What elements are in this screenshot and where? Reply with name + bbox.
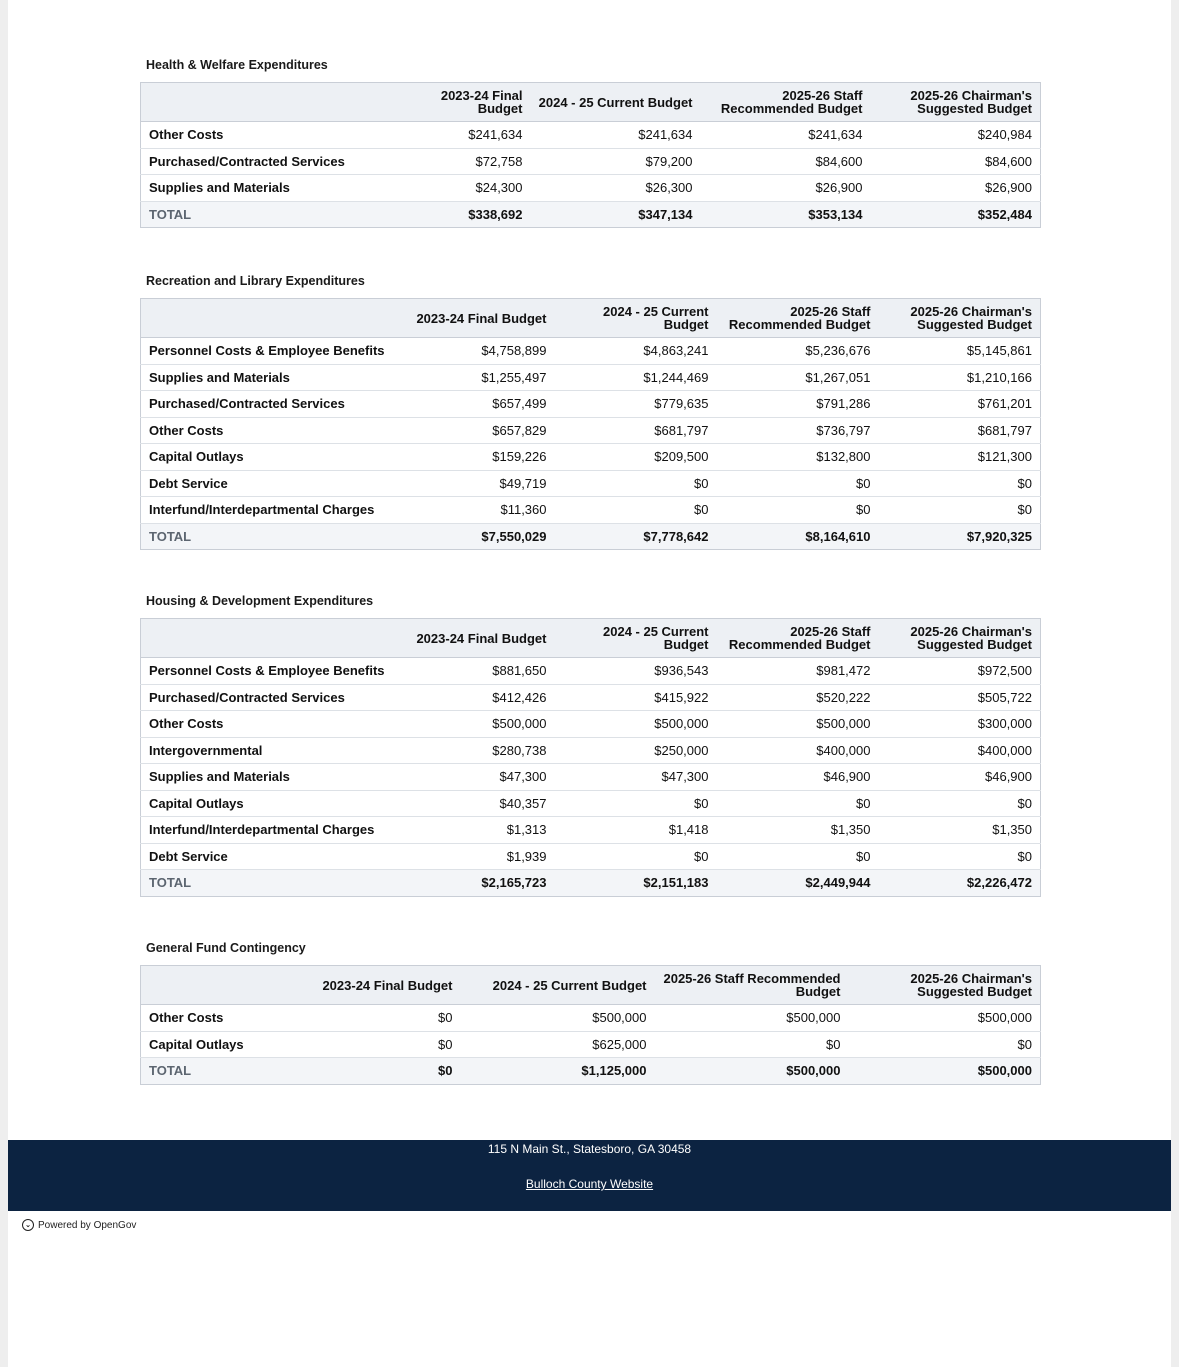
total-value: $7,920,325 bbox=[879, 523, 1041, 550]
table-row bbox=[141, 470, 1041, 497]
value-cell: $250,000 bbox=[555, 737, 717, 764]
value-cell: $625,000 bbox=[461, 1031, 655, 1058]
value-cell: $412,426 bbox=[401, 684, 555, 711]
value-cell: $4,863,241 bbox=[555, 338, 717, 365]
value-cell: $0 bbox=[555, 790, 717, 817]
value-cell: $791,286 bbox=[717, 391, 879, 418]
value-cell: $1,267,051 bbox=[717, 364, 879, 391]
row-label: Capital Outlays bbox=[141, 444, 401, 471]
header-row bbox=[141, 966, 1041, 1005]
value-cell: $0 bbox=[879, 470, 1041, 497]
value-cell: $0 bbox=[717, 497, 879, 524]
header-row bbox=[141, 299, 1041, 338]
row-label: Supplies and Materials bbox=[141, 764, 401, 791]
footer-address: 115 N Main St., Statesboro, GA 30458 bbox=[487, 1142, 692, 1156]
row-label: Supplies and Materials bbox=[141, 364, 401, 391]
county-website-link[interactable]: Bulloch County Website bbox=[525, 1177, 654, 1191]
value-cell: $0 bbox=[879, 497, 1041, 524]
column-header: 2025-26 Staff Recommended Budget bbox=[655, 966, 849, 1005]
total-value: $2,226,472 bbox=[879, 870, 1041, 897]
column-header: 2025-26 Staff Recommended Budget bbox=[717, 299, 879, 338]
total-value: $352,484 bbox=[871, 201, 1041, 228]
value-cell: $415,922 bbox=[555, 684, 717, 711]
value-cell: $241,634 bbox=[385, 122, 531, 149]
value-cell: $0 bbox=[717, 470, 879, 497]
column-header: 2025-26 Chairman's Suggested Budget bbox=[871, 83, 1041, 122]
column-header: 2024 - 25 Current Budget bbox=[555, 299, 717, 338]
total-label: TOTAL bbox=[141, 523, 401, 550]
value-cell: $0 bbox=[555, 470, 717, 497]
value-cell: $981,472 bbox=[717, 658, 879, 685]
table-row bbox=[141, 1031, 1041, 1058]
value-cell: $1,255,497 bbox=[401, 364, 555, 391]
value-cell: $520,222 bbox=[717, 684, 879, 711]
value-cell: $1,244,469 bbox=[555, 364, 717, 391]
total-row bbox=[141, 523, 1041, 550]
row-label: Supplies and Materials bbox=[141, 175, 385, 202]
powered-by[interactable] bbox=[22, 1219, 136, 1231]
column-header: 2024 - 25 Current Budget bbox=[555, 619, 717, 658]
column-header: 2023-24 Final Budget bbox=[301, 966, 461, 1005]
section-title: Health & Welfare Expenditures bbox=[146, 58, 328, 72]
header-row bbox=[141, 619, 1041, 658]
value-cell: $280,738 bbox=[401, 737, 555, 764]
row-label: Interfund/Interdepartmental Charges bbox=[141, 817, 401, 844]
value-cell: $0 bbox=[301, 1005, 461, 1032]
total-value: $500,000 bbox=[655, 1058, 849, 1085]
value-cell: $779,635 bbox=[555, 391, 717, 418]
total-value: $7,778,642 bbox=[555, 523, 717, 550]
column-header: 2025-26 Chairman's Suggested Budget bbox=[879, 619, 1041, 658]
value-cell: $1,418 bbox=[555, 817, 717, 844]
total-value: $347,134 bbox=[531, 201, 701, 228]
table-row bbox=[141, 122, 1041, 149]
table-row bbox=[141, 444, 1041, 471]
value-cell: $500,000 bbox=[555, 711, 717, 738]
column-header: 2023-24 Final Budget bbox=[401, 299, 555, 338]
column-header: 2025-26 Staff Recommended Budget bbox=[717, 619, 879, 658]
total-value: $2,151,183 bbox=[555, 870, 717, 897]
value-cell: $84,600 bbox=[871, 148, 1041, 175]
value-cell: $1,210,166 bbox=[879, 364, 1041, 391]
table-row bbox=[141, 684, 1041, 711]
value-cell: $46,900 bbox=[717, 764, 879, 791]
total-value: $2,165,723 bbox=[401, 870, 555, 897]
value-cell: $657,499 bbox=[401, 391, 555, 418]
row-label: Intergovernmental bbox=[141, 737, 401, 764]
value-cell: $761,201 bbox=[879, 391, 1041, 418]
value-cell: $4,758,899 bbox=[401, 338, 555, 365]
row-label: Personnel Costs & Employee Benefits bbox=[141, 338, 401, 365]
value-cell: $0 bbox=[555, 843, 717, 870]
value-cell: $26,900 bbox=[701, 175, 871, 202]
table-row bbox=[141, 175, 1041, 202]
budget-table bbox=[140, 298, 1041, 550]
section-health-welfare bbox=[140, 58, 1040, 228]
section-title: General Fund Contingency bbox=[146, 941, 306, 955]
table-row bbox=[141, 843, 1041, 870]
total-row bbox=[141, 870, 1041, 897]
row-label: Purchased/Contracted Services bbox=[141, 148, 385, 175]
section-title: Recreation and Library Expenditures bbox=[146, 274, 365, 288]
table-row bbox=[141, 711, 1041, 738]
table-row bbox=[141, 737, 1041, 764]
row-label: Interfund/Interdepartmental Charges bbox=[141, 497, 401, 524]
value-cell: $1,313 bbox=[401, 817, 555, 844]
value-cell: $681,797 bbox=[555, 417, 717, 444]
value-cell: $47,300 bbox=[401, 764, 555, 791]
value-cell: $24,300 bbox=[385, 175, 531, 202]
value-cell: $0 bbox=[301, 1031, 461, 1058]
value-cell: $936,543 bbox=[555, 658, 717, 685]
table-row bbox=[141, 1005, 1041, 1032]
total-value: $353,134 bbox=[701, 201, 871, 228]
total-label: TOTAL bbox=[141, 201, 385, 228]
column-header: 2024 - 25 Current Budget bbox=[531, 83, 701, 122]
column-header: 2025-26 Staff Recommended Budget bbox=[701, 83, 871, 122]
row-label: Other Costs bbox=[141, 711, 401, 738]
budget-table bbox=[140, 965, 1041, 1085]
value-cell: $0 bbox=[717, 790, 879, 817]
row-label: Personnel Costs & Employee Benefits bbox=[141, 658, 401, 685]
header-blank-cell bbox=[141, 83, 385, 122]
value-cell: $1,350 bbox=[879, 817, 1041, 844]
table-row bbox=[141, 790, 1041, 817]
value-cell: $681,797 bbox=[879, 417, 1041, 444]
row-label: Debt Service bbox=[141, 470, 401, 497]
value-cell: $241,634 bbox=[701, 122, 871, 149]
column-header: 2025-26 Chairman's Suggested Budget bbox=[849, 966, 1041, 1005]
table-row bbox=[141, 148, 1041, 175]
value-cell: $1,939 bbox=[401, 843, 555, 870]
total-value: $338,692 bbox=[385, 201, 531, 228]
value-cell: $400,000 bbox=[879, 737, 1041, 764]
value-cell: $47,300 bbox=[555, 764, 717, 791]
section-housing-development bbox=[140, 594, 1040, 897]
value-cell: $500,000 bbox=[849, 1005, 1041, 1032]
row-label: Other Costs bbox=[141, 1005, 301, 1032]
section-general-fund-contingency bbox=[140, 941, 1040, 1085]
total-value: $2,449,944 bbox=[717, 870, 879, 897]
value-cell: $657,829 bbox=[401, 417, 555, 444]
row-label: Other Costs bbox=[141, 417, 401, 444]
table-row bbox=[141, 338, 1041, 365]
total-value: $1,125,000 bbox=[461, 1058, 655, 1085]
value-cell: $0 bbox=[555, 497, 717, 524]
value-cell: $40,357 bbox=[401, 790, 555, 817]
table-row bbox=[141, 417, 1041, 444]
table-row bbox=[141, 817, 1041, 844]
value-cell: $505,722 bbox=[879, 684, 1041, 711]
header-row bbox=[141, 83, 1041, 122]
value-cell: $79,200 bbox=[531, 148, 701, 175]
value-cell: $500,000 bbox=[655, 1005, 849, 1032]
total-value: $0 bbox=[301, 1058, 461, 1085]
row-label: Debt Service bbox=[141, 843, 401, 870]
table-row bbox=[141, 391, 1041, 418]
row-label: Purchased/Contracted Services bbox=[141, 684, 401, 711]
table-row bbox=[141, 764, 1041, 791]
total-label: TOTAL bbox=[141, 1058, 301, 1085]
section-recreation-library bbox=[140, 274, 1040, 550]
value-cell: $0 bbox=[879, 790, 1041, 817]
total-label: TOTAL bbox=[141, 870, 401, 897]
section-title: Housing & Development Expenditures bbox=[146, 594, 374, 608]
site-footer bbox=[8, 1140, 1171, 1211]
value-cell: $5,145,861 bbox=[879, 338, 1041, 365]
value-cell: $881,650 bbox=[401, 658, 555, 685]
value-cell: $72,758 bbox=[385, 148, 531, 175]
total-row bbox=[141, 201, 1041, 228]
opengov-logo-icon: ⌄ bbox=[22, 1219, 34, 1231]
header-blank-cell bbox=[141, 299, 401, 338]
value-cell: $159,226 bbox=[401, 444, 555, 471]
value-cell: $0 bbox=[655, 1031, 849, 1058]
value-cell: $5,236,676 bbox=[717, 338, 879, 365]
row-label: Other Costs bbox=[141, 122, 385, 149]
header-blank-cell bbox=[141, 619, 401, 658]
value-cell: $11,360 bbox=[401, 497, 555, 524]
row-label: Purchased/Contracted Services bbox=[141, 391, 401, 418]
value-cell: $26,900 bbox=[871, 175, 1041, 202]
value-cell: $26,300 bbox=[531, 175, 701, 202]
value-cell: $1,350 bbox=[717, 817, 879, 844]
column-header: 2023-24 Final Budget bbox=[385, 83, 531, 122]
table-row bbox=[141, 497, 1041, 524]
value-cell: $972,500 bbox=[879, 658, 1041, 685]
value-cell: $500,000 bbox=[401, 711, 555, 738]
row-label: Capital Outlays bbox=[141, 790, 401, 817]
value-cell: $209,500 bbox=[555, 444, 717, 471]
row-label: Capital Outlays bbox=[141, 1031, 301, 1058]
powered-by-label: Powered by OpenGov bbox=[38, 1219, 137, 1231]
value-cell: $240,984 bbox=[871, 122, 1041, 149]
value-cell: $49,719 bbox=[401, 470, 555, 497]
header-blank-cell bbox=[141, 966, 301, 1005]
total-row bbox=[141, 1058, 1041, 1085]
column-header: 2023-24 Final Budget bbox=[401, 619, 555, 658]
value-cell: $736,797 bbox=[717, 417, 879, 444]
table-row bbox=[141, 364, 1041, 391]
value-cell: $400,000 bbox=[717, 737, 879, 764]
report-page bbox=[8, 0, 1171, 1367]
budget-table bbox=[140, 82, 1041, 228]
value-cell: $0 bbox=[879, 843, 1041, 870]
value-cell: $500,000 bbox=[461, 1005, 655, 1032]
table-row bbox=[141, 658, 1041, 685]
budget-table bbox=[140, 618, 1041, 897]
value-cell: $241,634 bbox=[531, 122, 701, 149]
column-header: 2025-26 Chairman's Suggested Budget bbox=[879, 299, 1041, 338]
value-cell: $0 bbox=[849, 1031, 1041, 1058]
value-cell: $132,800 bbox=[717, 444, 879, 471]
value-cell: $0 bbox=[717, 843, 879, 870]
value-cell: $46,900 bbox=[879, 764, 1041, 791]
total-value: $500,000 bbox=[849, 1058, 1041, 1085]
value-cell: $500,000 bbox=[717, 711, 879, 738]
column-header: 2024 - 25 Current Budget bbox=[461, 966, 655, 1005]
value-cell: $121,300 bbox=[879, 444, 1041, 471]
total-value: $8,164,610 bbox=[717, 523, 879, 550]
value-cell: $84,600 bbox=[701, 148, 871, 175]
total-value: $7,550,029 bbox=[401, 523, 555, 550]
value-cell: $300,000 bbox=[879, 711, 1041, 738]
